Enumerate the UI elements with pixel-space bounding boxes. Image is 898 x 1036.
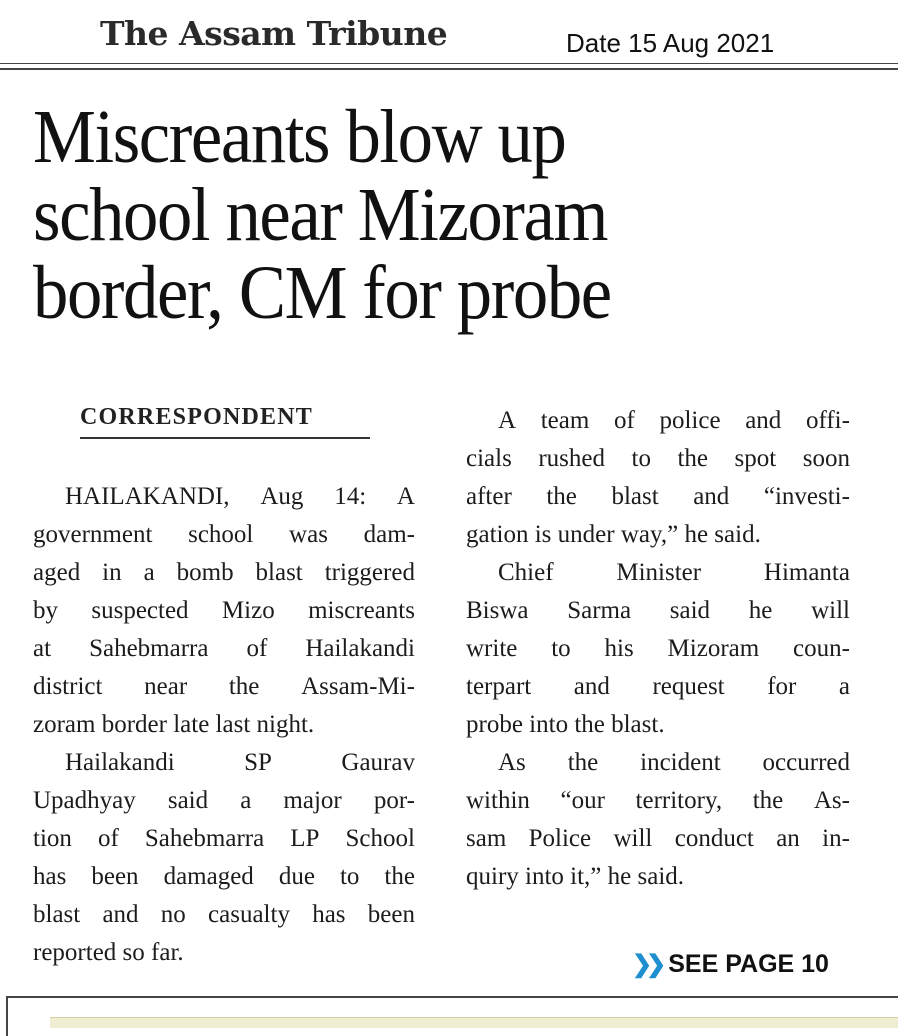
headline-line: school near Mizoram <box>33 173 608 257</box>
publication-date: Date 15 Aug 2021 <box>566 28 775 58</box>
double-chevron-right-icon: ❯❯ <box>632 951 661 978</box>
text-line: sam Police will conduct an in- <box>466 825 850 852</box>
text-line: cials rushed to the spot soon <box>466 445 850 472</box>
text-line: Upadhyay said a major por- <box>33 787 415 814</box>
masthead <box>0 0 898 74</box>
text-line: HAILAKANDI, Aug 14: A <box>65 483 415 510</box>
headline-line: border, CM for probe <box>33 251 611 335</box>
newspaper-title: The Assam Tribune <box>100 14 448 53</box>
masthead-divider-thick <box>0 68 898 70</box>
text-line: A team of police and offi- <box>498 407 850 434</box>
text-line: at Sahebmarra of Hailakandi <box>33 635 415 662</box>
see-page-label: SEE PAGE 10 <box>668 950 829 978</box>
text-line: tion of Sahebmarra LP School <box>33 825 415 852</box>
text-line: within “our territory, the As- <box>466 787 850 814</box>
text-line: As the incident occurred <box>498 749 850 776</box>
article-column-left <box>33 478 415 972</box>
text-line: write to his Mizoram coun- <box>466 635 850 662</box>
text-line: zoram border late last night. <box>33 711 315 738</box>
text-line: government school was dam- <box>33 521 415 548</box>
text-line: district near the Assam-Mi- <box>33 673 415 700</box>
headline-line: Miscreants blow up <box>33 95 566 179</box>
text-line: terpart and request for a <box>466 673 850 700</box>
text-line: quiry into it,” he said. <box>466 863 685 890</box>
byline: CORRESPONDENT <box>80 404 370 439</box>
text-line: Hailakandi SP Gaurav <box>65 749 415 776</box>
text-line: Biswa Sarma said he will <box>466 597 850 624</box>
next-article-frame <box>6 996 898 1036</box>
text-line: Chief Minister Himanta <box>498 559 850 586</box>
text-line: gation is under way,” he said. <box>466 521 761 548</box>
see-page-link[interactable] <box>632 950 829 979</box>
text-line: reported so far. <box>33 939 184 966</box>
text-line: probe into the blast. <box>466 711 665 738</box>
text-line: after the blast and “investi- <box>466 483 850 510</box>
text-line: aged in a bomb blast triggered <box>33 559 415 586</box>
article-column-right <box>466 402 850 896</box>
article-headline <box>33 95 824 335</box>
text-line: by suspected Mizo miscreants <box>33 597 415 624</box>
masthead-divider <box>0 63 898 64</box>
text-line: blast and no casualty has been <box>33 901 415 928</box>
next-article-strip <box>50 1017 898 1028</box>
text-line: has been damaged due to the <box>33 863 415 890</box>
